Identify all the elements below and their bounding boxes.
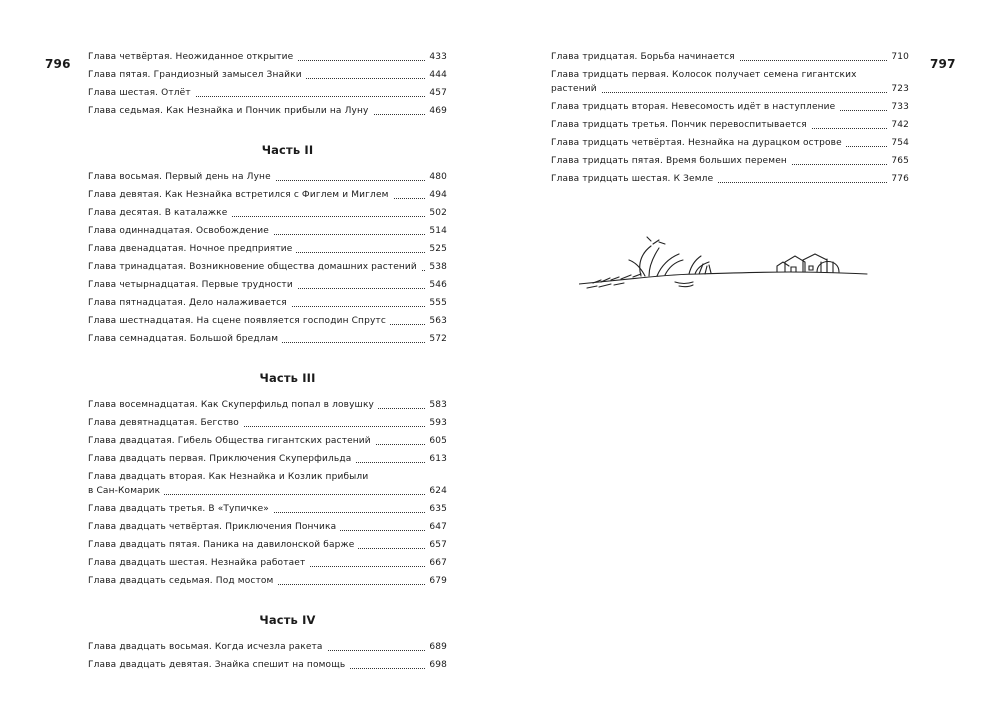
entry-page-number: 647	[425, 518, 447, 536]
part-heading: Часть II	[261, 143, 314, 157]
entry-title: Глава двадцать шестая. Незнайка работает	[88, 558, 309, 568]
toc-entry[interactable]	[88, 536, 447, 554]
toc-entry[interactable]	[551, 48, 909, 66]
toc-entry[interactable]	[88, 102, 447, 120]
toc-entry[interactable]	[88, 432, 447, 450]
part-heading: Часть III	[259, 371, 316, 385]
toc-entry[interactable]	[551, 152, 909, 170]
toc-left-column	[88, 48, 447, 674]
toc-entry[interactable]	[88, 312, 447, 330]
left-page-number: 796	[45, 57, 71, 71]
entry-title: Глава двадцать вторая. Как Незнайка и Козлик прибыли	[88, 472, 369, 482]
entry-title: Глава тридцать третья. Пончик перевоспитывается	[551, 120, 811, 130]
entry-title: Глава семнадцатая. Большой бредлам	[88, 334, 282, 344]
entry-page-number: 689	[425, 638, 447, 656]
leader-dots	[551, 92, 909, 93]
toc-entry[interactable]	[88, 414, 447, 432]
toc-entry[interactable]	[88, 554, 447, 572]
entry-title: Глава тридцать четвёртая. Незнайка на дурацком острове	[551, 138, 846, 148]
entry-page-number: 605	[425, 432, 447, 450]
entry-page-number: 723	[887, 80, 909, 98]
entry-title: Глава пятнадцатая. Дело налаживается	[88, 298, 291, 308]
toc-entry[interactable]	[88, 396, 447, 414]
entry-title: Глава шестая. Отлёт	[88, 88, 195, 98]
entry-title: Глава двадцатая. Гибель Общества гигантских растений	[88, 436, 375, 446]
toc-right-column	[551, 48, 909, 188]
toc-entry[interactable]	[551, 116, 909, 134]
landscape-illustration	[579, 232, 869, 302]
entry-page-number: 635	[425, 500, 447, 518]
entry-title: Глава четвёртая. Неожиданное открытие	[88, 52, 297, 62]
entry-page-number: 593	[425, 414, 447, 432]
toc-entry[interactable]	[551, 134, 909, 152]
toc-entry[interactable]	[551, 66, 909, 98]
entry-page-number: 679	[425, 572, 447, 590]
entry-title: Глава шестнадцатая. На сцене появляется господин Спрутс	[88, 316, 390, 326]
toc-entry[interactable]	[88, 450, 447, 468]
entry-page-number: 514	[425, 222, 447, 240]
entry-title: Глава пятая. Грандиозный замысел Знайки	[88, 70, 306, 80]
entry-page-number: 754	[887, 134, 909, 152]
entry-page-number: 765	[887, 152, 909, 170]
entry-title-continued: в Сан-Комарик	[88, 486, 164, 496]
toc-entry[interactable]	[88, 258, 447, 276]
entry-title: Глава двенадцатая. Ночное предприятие	[88, 244, 296, 254]
entry-title: Глава тридцать пятая. Время больших перемен	[551, 156, 791, 166]
entry-title: Глава девятая. Как Незнайка встретился с Фиглем и Миглем	[88, 190, 393, 200]
toc-entry[interactable]	[88, 500, 447, 518]
toc-entry[interactable]	[88, 48, 447, 66]
entry-title: Глава десятая. В каталажке	[88, 208, 231, 218]
toc-entry[interactable]	[88, 330, 447, 348]
toc-entry[interactable]	[88, 572, 447, 590]
entry-title: Глава тринадцатая. Возникновение общества домашних растений	[88, 262, 421, 272]
toc-entry[interactable]	[88, 294, 447, 312]
right-page-number: 797	[930, 57, 956, 71]
entry-title: Глава восемнадцатая. Как Скуперфильд попал в ловушку	[88, 400, 378, 410]
toc-entry[interactable]	[88, 84, 447, 102]
toc-entry[interactable]	[88, 276, 447, 294]
entry-page-number: 613	[425, 450, 447, 468]
entry-page-number: 733	[887, 98, 909, 116]
toc-entry[interactable]	[88, 468, 447, 500]
entry-title: Глава двадцать восьмая. Когда исчезла ракета	[88, 642, 327, 652]
entry-title: Глава девятнадцатая. Бегство	[88, 418, 243, 428]
entry-title: Глава тридцать шестая. К Земле	[551, 174, 717, 184]
toc-entry[interactable]	[551, 98, 909, 116]
entry-page-number: 698	[425, 656, 447, 674]
entry-page-number: 572	[425, 330, 447, 348]
toc-entry[interactable]	[88, 66, 447, 84]
entry-page-number: 555	[425, 294, 447, 312]
entry-page-number: 657	[425, 536, 447, 554]
toc-entry[interactable]	[551, 170, 909, 188]
entry-title: Глава двадцать пятая. Паника на давилонской барже	[88, 540, 358, 550]
entry-title: Глава двадцать третья. В «Тупичке»	[88, 504, 273, 514]
toc-entry[interactable]	[88, 656, 447, 674]
toc-entry[interactable]	[88, 186, 447, 204]
part-heading: Часть IV	[259, 613, 316, 627]
entry-page-number: 457	[425, 84, 447, 102]
entry-page-number: 667	[425, 554, 447, 572]
entry-page-number: 433	[425, 48, 447, 66]
toc-entry[interactable]	[88, 518, 447, 536]
entry-title: Глава тридцать вторая. Невесомость идёт в наступление	[551, 102, 839, 112]
toc-entry[interactable]	[88, 240, 447, 258]
entry-page-number: 525	[425, 240, 447, 258]
entry-page-number: 494	[425, 186, 447, 204]
entry-page-number: 538	[425, 258, 447, 276]
entry-title: Глава тридцать первая. Колосок получает семена гигантских	[551, 70, 857, 80]
toc-entry[interactable]	[88, 204, 447, 222]
entry-page-number: 624	[425, 482, 447, 500]
entry-title: Глава двадцать седьмая. Под мостом	[88, 576, 277, 586]
entry-page-number: 546	[425, 276, 447, 294]
toc-entry[interactable]	[88, 168, 447, 186]
entry-page-number: 583	[425, 396, 447, 414]
entry-title: Глава одиннадцатая. Освобождение	[88, 226, 273, 236]
entry-title: Глава двадцать первая. Приключения Скуперфильда	[88, 454, 355, 464]
entry-page-number: 742	[887, 116, 909, 134]
entry-title: Глава четырнадцатая. Первые трудности	[88, 280, 297, 290]
entry-title: Глава тридцатая. Борьба начинается	[551, 52, 739, 62]
entry-page-number: 710	[887, 48, 909, 66]
entry-title: Глава восьмая. Первый день на Луне	[88, 172, 275, 182]
entry-title-continued: растений	[551, 84, 601, 94]
entry-page-number: 469	[425, 102, 447, 120]
entry-page-number: 563	[425, 312, 447, 330]
entry-page-number: 444	[425, 66, 447, 84]
entry-page-number: 480	[425, 168, 447, 186]
entry-title: Глава двадцать четвёртая. Приключения Пончика	[88, 522, 340, 532]
entry-page-number: 502	[425, 204, 447, 222]
entry-title: Глава двадцать девятая. Знайка спешит на помощь	[88, 660, 349, 670]
toc-entry[interactable]	[88, 638, 447, 656]
entry-title: Глава седьмая. Как Незнайка и Пончик прибыли на Луну	[88, 106, 373, 116]
entry-page-number: 776	[887, 170, 909, 188]
toc-entry[interactable]	[88, 222, 447, 240]
